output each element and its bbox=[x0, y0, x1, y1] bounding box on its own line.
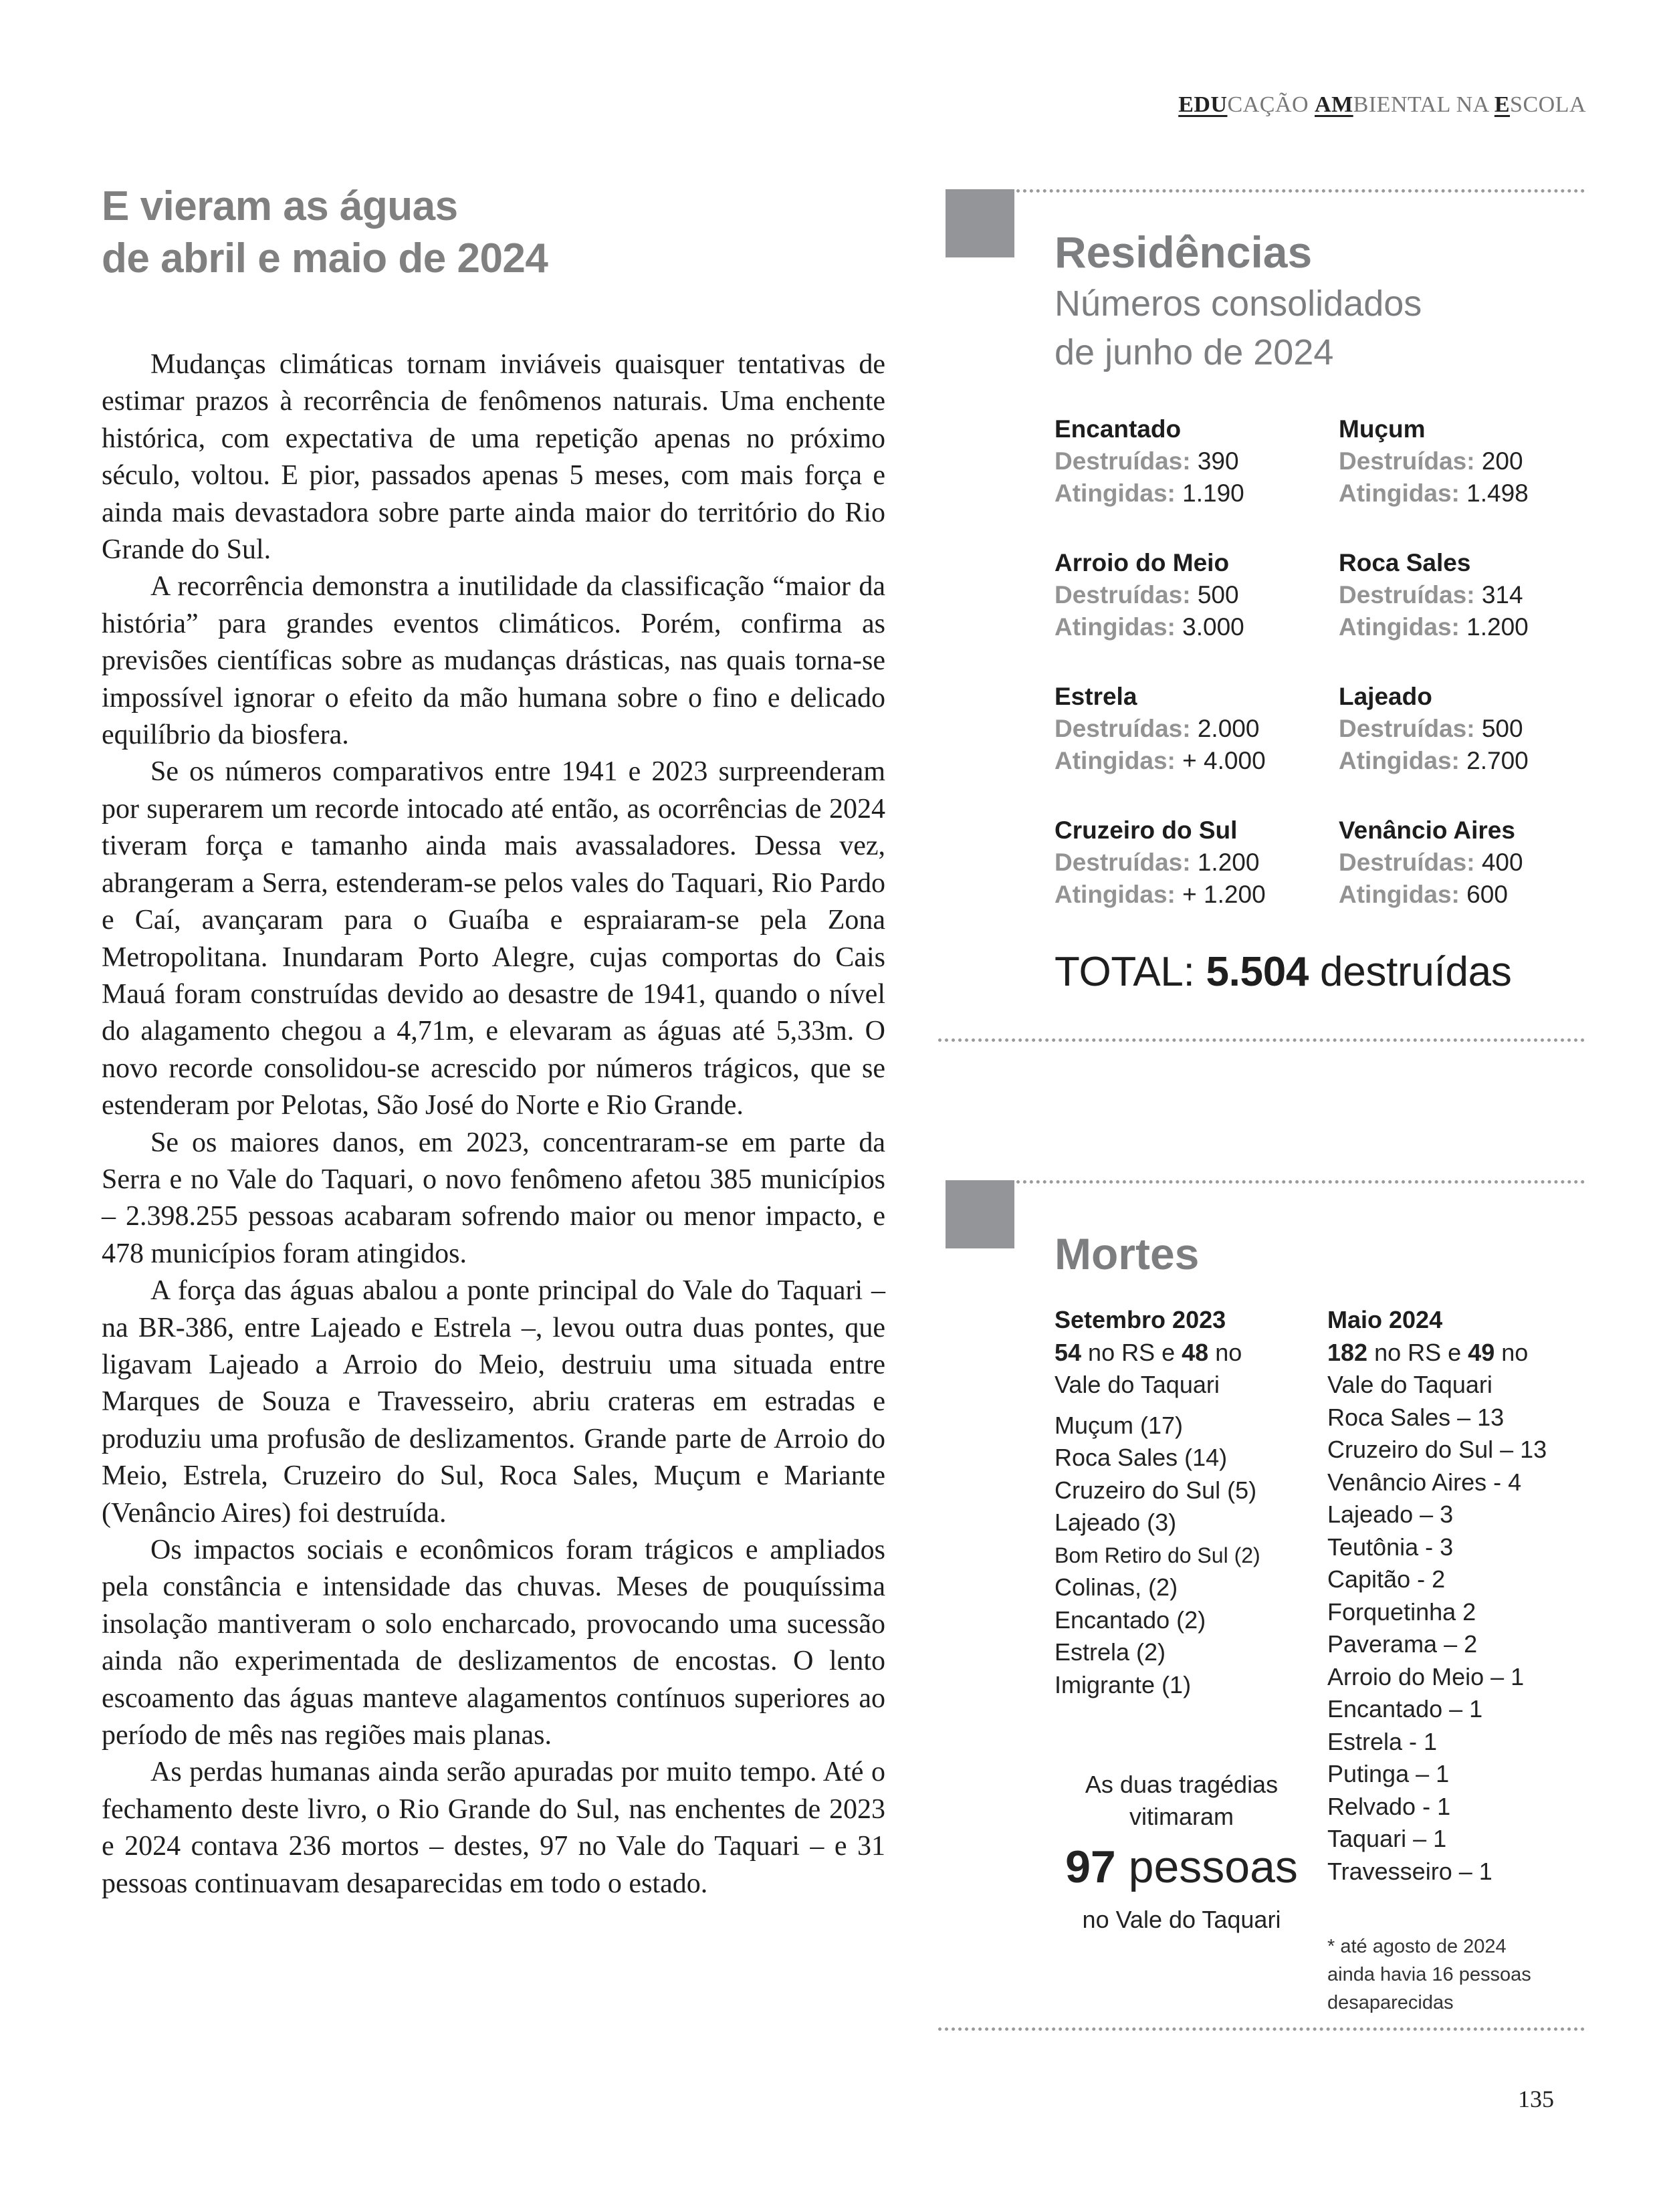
city-name: Roca Sales bbox=[1339, 549, 1471, 576]
affected-label: Atingidas: bbox=[1339, 613, 1460, 641]
city-stats-grid bbox=[1055, 413, 1589, 911]
total-label: TOTAL: bbox=[1055, 949, 1195, 995]
destroyed-label: Destruídas: bbox=[1339, 581, 1475, 609]
affected-value: + 1.200 bbox=[1182, 881, 1266, 908]
total-suffix: destruídas bbox=[1320, 949, 1512, 995]
list-item: Cruzeiro do Sul (5) bbox=[1055, 1476, 1257, 1504]
victims-suffix: pessoas bbox=[1115, 1842, 1298, 1892]
total-value: 5.504 bbox=[1206, 949, 1309, 995]
affected-value: 1.498 bbox=[1466, 479, 1529, 507]
residencias-box bbox=[946, 189, 1587, 1045]
list-item: Putinga – 1 bbox=[1327, 1760, 1450, 1787]
list-item: Estrela (2) bbox=[1055, 1638, 1166, 1666]
article-title-line2: de abril e maio de 2024 bbox=[102, 235, 548, 282]
affected-value: 600 bbox=[1466, 881, 1508, 908]
list-item: Teutônia - 3 bbox=[1327, 1533, 1454, 1561]
city-name: Lajeado bbox=[1339, 683, 1432, 710]
summary-line bbox=[1327, 1337, 1595, 1369]
running-head-part: E bbox=[1494, 92, 1511, 117]
destroyed-value: 400 bbox=[1481, 849, 1523, 876]
destroyed-value: 314 bbox=[1481, 581, 1523, 609]
city-stat bbox=[1339, 681, 1589, 777]
paragraph: As perdas humanas ainda serão apuradas por muito tempo. Até o fechamento deste livro, o Rio Grande do Sul, nas enchentes de 2023 e 2024 contava 236 mortos – destes, 97 no Vale do Taquari – e 31 pessoas continuavam desaparecidas em todo o estado. bbox=[102, 1757, 885, 1899]
city-stat bbox=[1055, 814, 1339, 911]
residencias-subtitle-line2: de junho de 2024 bbox=[1055, 332, 1334, 372]
summary-text: no RS e bbox=[1081, 1338, 1182, 1366]
list-item: Colinas, (2) bbox=[1055, 1573, 1178, 1601]
vale-count: 49 bbox=[1468, 1338, 1495, 1366]
destroyed-value: 1.200 bbox=[1197, 849, 1260, 876]
summary-text: no bbox=[1208, 1338, 1242, 1366]
running-head-part: SCOLA bbox=[1510, 92, 1586, 117]
deaths-sep-2023 bbox=[1055, 1304, 1322, 1701]
list-item: Imigrante (1) bbox=[1055, 1670, 1192, 1698]
paragraph: Mudanças climáticas tornam inviáveis quaisquer tentativas de estimar prazos à recorrência de fenômenos naturais. Uma enchente histórica, com expectativa de uma repetição apenas no próximo século, voltou. E pior, passados apenas 5 meses, com mais força e ainda mais devastadora sobre parte ainda maior do território do Rio Grande do Sul. bbox=[102, 349, 885, 566]
residencias-subtitle-line1: Números consolidados bbox=[1055, 284, 1422, 324]
city-stat bbox=[1339, 547, 1589, 643]
list-item: Capitão - 2 bbox=[1327, 1565, 1446, 1593]
affected-label: Atingidas: bbox=[1055, 613, 1176, 641]
destroyed-value: 390 bbox=[1197, 447, 1239, 475]
summary-line bbox=[1055, 1337, 1322, 1369]
deaths-list bbox=[1055, 1410, 1322, 1702]
destroyed-label: Destruídas: bbox=[1055, 715, 1191, 742]
running-head-part: BIENTAL NA bbox=[1353, 92, 1495, 117]
affected-value: + 4.000 bbox=[1182, 747, 1266, 774]
city-name: Arroio do Meio bbox=[1055, 549, 1230, 576]
list-item: Venâncio Aires - 4 bbox=[1327, 1468, 1522, 1496]
footnote-line1: * até agosto de 2024 bbox=[1327, 1936, 1507, 1957]
list-item: Encantado – 1 bbox=[1327, 1695, 1483, 1723]
destroyed-label: Destruídas: bbox=[1055, 849, 1191, 876]
affected-value: 1.190 bbox=[1182, 479, 1244, 507]
list-item: Paverama – 2 bbox=[1327, 1630, 1478, 1658]
destroyed-value: 200 bbox=[1481, 447, 1523, 475]
victims-summary bbox=[1055, 1769, 1309, 1936]
paragraph: A recorrência demonstra a inutilidade da classificação “maior da história” para grandes eventos climáticos. Porém, confirma as previsões científicas sobre as mudanças drásticas, nas quais torna-se impossível ignorar o efeito da mão humana sobre o fino e delicado equilíbrio da biosfera. bbox=[102, 571, 885, 751]
dotted-divider bbox=[938, 2027, 1585, 2031]
footnote-line3: desaparecidas bbox=[1327, 1992, 1454, 2013]
list-item: Encantado (2) bbox=[1055, 1606, 1206, 1634]
destroyed-label: Destruídas: bbox=[1055, 581, 1191, 609]
column-heading: Maio 2024 bbox=[1327, 1306, 1443, 1333]
list-item: Travesseiro – 1 bbox=[1327, 1857, 1492, 1885]
residencias-title: Residências bbox=[1055, 227, 1313, 277]
running-head-part: CAÇÃO bbox=[1227, 92, 1315, 117]
list-item: Relvado - 1 bbox=[1327, 1792, 1451, 1820]
city-stat bbox=[1339, 814, 1589, 911]
article bbox=[102, 181, 885, 1902]
city-stat bbox=[1055, 681, 1339, 777]
list-item: Estrela - 1 bbox=[1327, 1727, 1438, 1755]
list-item: Bom Retiro do Sul (2) bbox=[1055, 1543, 1260, 1567]
summary-region: Vale do Taquari bbox=[1327, 1371, 1492, 1398]
running-head-part: EDU bbox=[1178, 92, 1228, 117]
mortes-title: Mortes bbox=[1055, 1229, 1200, 1279]
article-body bbox=[102, 346, 885, 1902]
destroyed-value: 2.000 bbox=[1197, 715, 1260, 742]
affected-label: Atingidas: bbox=[1339, 881, 1460, 908]
column-heading: Setembro 2023 bbox=[1055, 1306, 1226, 1333]
list-item: Lajeado (3) bbox=[1055, 1509, 1177, 1536]
summary-line1: As duas tragédias bbox=[1085, 1771, 1279, 1798]
dotted-divider bbox=[1016, 189, 1585, 193]
summary-text: no RS e bbox=[1367, 1338, 1468, 1366]
running-head bbox=[1070, 92, 1586, 118]
affected-label: Atingidas: bbox=[1339, 747, 1460, 774]
list-item: Roca Sales (14) bbox=[1055, 1444, 1228, 1471]
list-item: Arroio do Meio – 1 bbox=[1327, 1662, 1525, 1690]
paragraph: Se os maiores danos, em 2023, concentraram-se em parte da Serra e no Vale do Taquari, o novo fenômeno afetou 385 municípios – 2.398.255 pessoas acabaram sofrendo maior ou menor impacto, e 478 municípios foram atingidos. bbox=[102, 1127, 885, 1269]
list-item: Forquetinha 2 bbox=[1327, 1597, 1476, 1626]
destroyed-value: 500 bbox=[1197, 581, 1239, 609]
deaths-list bbox=[1327, 1402, 1595, 1888]
missing-footnote bbox=[1327, 1932, 1595, 2017]
page-number: 135 bbox=[1518, 2086, 1554, 2112]
destroyed-label: Destruídas: bbox=[1339, 715, 1475, 742]
city-stat bbox=[1055, 413, 1339, 510]
paragraph: Os impactos sociais e econômicos foram trágicos e ampliados pela constância e intensidade das chuvas. Meses de pouquíssima insolação mantiveram o solo encharcado, provocando uma sucessão ainda não experimentada de deslizamentos de encostas. O lento escoamento das águas manteve alagamentos contínuos superiores ao período de mês nas regiões mais planas. bbox=[102, 1535, 885, 1751]
section-marker-square bbox=[946, 1180, 1014, 1248]
affected-label: Atingidas: bbox=[1339, 479, 1460, 507]
destroyed-label: Destruídas: bbox=[1339, 447, 1475, 475]
list-item: Muçum (17) bbox=[1055, 1411, 1184, 1439]
rs-count: 182 bbox=[1327, 1338, 1368, 1366]
mortes-box bbox=[946, 1180, 1587, 2036]
destroyed-label: Destruídas: bbox=[1055, 447, 1191, 475]
total-destroyed bbox=[1055, 948, 1512, 996]
destroyed-label: Destruídas: bbox=[1339, 849, 1475, 876]
deaths-may-2024 bbox=[1327, 1304, 1595, 1888]
paragraph: Se os números comparativos entre 1941 e 2023 surpreenderam por superarem um recorde intocado até então, as ocorrências de 2024 tiveram força e tamanho ainda mais avassaladores. Dessa vez, abrangeram a Serra, estenderam-se pelos vales do Taquari, Rio Pardo e Caí, avançaram para o Guaíba e espraiaram-se pela Zona Metropolitana. Inundaram Porto Alegre, cujas comportas do Cais Mauá foram construídas devido ao desastre de 1941, quando o nível do alagamento chegou a 4,71m, e elevaram as águas até 5,33m. O novo recorde consolidou-se acrescido por números trágicos, que se estenderam por Pelotas, São José do Norte e Rio Grande. bbox=[102, 756, 885, 1121]
city-name: Estrela bbox=[1055, 683, 1137, 710]
list-item: Lajeado – 3 bbox=[1327, 1501, 1454, 1528]
dotted-divider bbox=[1016, 1180, 1585, 1184]
rs-count: 54 bbox=[1055, 1338, 1082, 1366]
list-item: Roca Sales – 13 bbox=[1327, 1403, 1505, 1431]
affected-label: Atingidas: bbox=[1055, 479, 1176, 507]
affected-value: 2.700 bbox=[1466, 747, 1529, 774]
affected-label: Atingidas: bbox=[1055, 881, 1176, 908]
destroyed-value: 500 bbox=[1481, 715, 1523, 742]
city-name: Venâncio Aires bbox=[1339, 816, 1515, 844]
section-marker-square bbox=[946, 189, 1014, 257]
victims-number: 97 bbox=[1065, 1842, 1116, 1892]
summary-region: Vale do Taquari bbox=[1055, 1371, 1220, 1398]
city-stat bbox=[1339, 413, 1589, 510]
summary-line2: vitimaram bbox=[1129, 1803, 1234, 1830]
footnote-line2: ainda havia 16 pessoas bbox=[1327, 1964, 1531, 1985]
affected-value: 1.200 bbox=[1466, 613, 1529, 641]
summary-line4: no Vale do Taquari bbox=[1082, 1906, 1281, 1933]
article-title bbox=[102, 181, 885, 285]
city-stat bbox=[1055, 547, 1339, 643]
running-head-part: AM bbox=[1315, 92, 1353, 117]
list-item: Taquari – 1 bbox=[1327, 1825, 1447, 1852]
list-item: Cruzeiro do Sul – 13 bbox=[1327, 1436, 1547, 1463]
dotted-divider bbox=[938, 1038, 1585, 1042]
summary-text: no bbox=[1495, 1338, 1529, 1366]
vale-count: 48 bbox=[1182, 1338, 1209, 1366]
city-name: Cruzeiro do Sul bbox=[1055, 816, 1238, 844]
affected-value: 3.000 bbox=[1182, 613, 1244, 641]
victims-count bbox=[1055, 1837, 1309, 1897]
city-name: Muçum bbox=[1339, 415, 1426, 443]
article-title-line1: E vieram as águas bbox=[102, 183, 458, 229]
affected-label: Atingidas: bbox=[1055, 747, 1176, 774]
paragraph: A força das águas abalou a ponte principal do Vale do Taquari – na BR-386, entre Lajeado e Estrela –, levou outra duas pontes, que ligavam Lajeado a Arroio do Meio, destruiu uma situada entre Marques de Souza e Travesseiro, abriu crateras em estradas e produziu uma profusão de deslizamentos. Grande parte de Arroio do Meio, Estrela, Cruzeiro do Sul, Roca Sales, Muçum e Mariante (Venâncio Aires) foi destruída. bbox=[102, 1275, 885, 1529]
city-name: Encantado bbox=[1055, 415, 1182, 443]
